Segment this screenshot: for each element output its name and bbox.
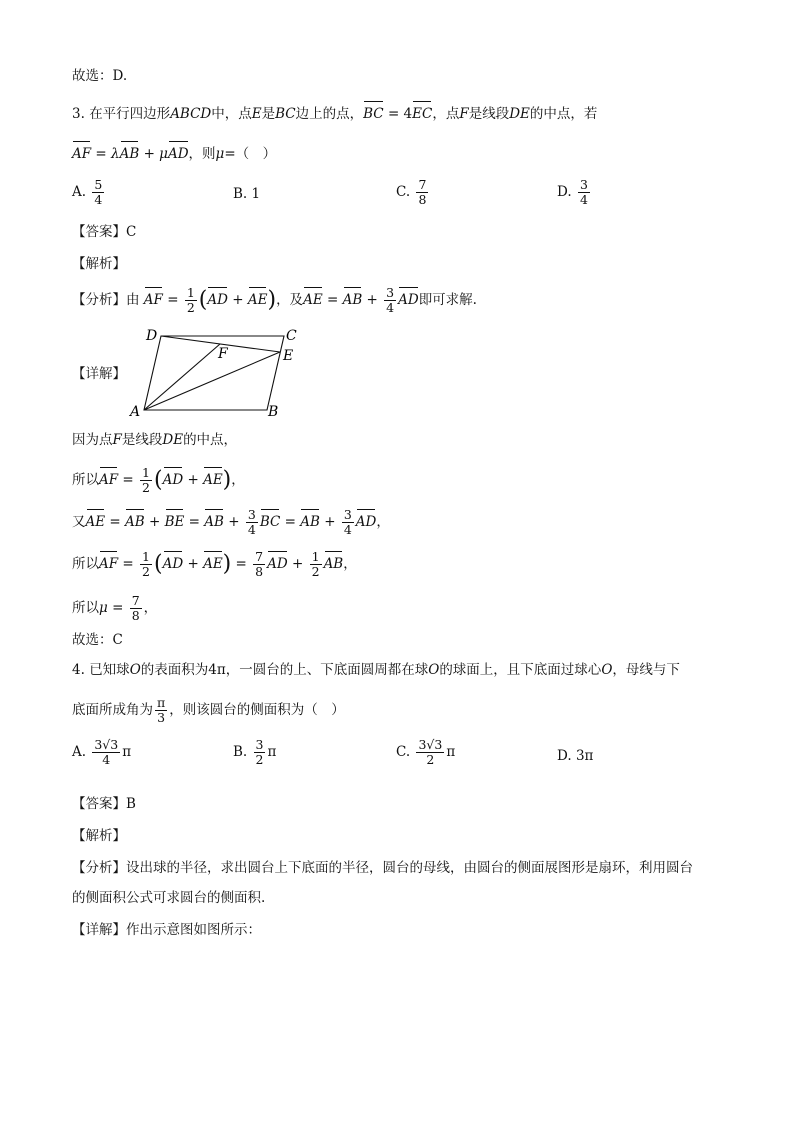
q4-fenxi-line1: 【分析】设出球的半径，求出圆台上下底面的半径，圆台的母线，由圆台的侧面展图形是扇环，利用圆台 (72, 860, 693, 876)
vector-ad: AD (167, 146, 189, 162)
vector-ec: EC (412, 106, 433, 122)
label-e: E (283, 348, 294, 364)
q4-stem-line1: 4. 已知球O的表面积为4π，一圆台的上、下底面圆周都在球O的球面上，且下底面过球心O，母线与下 (72, 662, 680, 678)
segment-ae (144, 352, 280, 410)
q3-option-c[interactable]: C. $\frac{7}{8}$ (396, 177, 427, 207)
q4-stem-line2: 底面所成角为 $\frac{\pi}{3}$ ，则该圆台的侧面积为（ ） (72, 695, 345, 725)
q3-step5: 所以μ = $\frac{7}{8}$ ， (72, 593, 158, 623)
q4-option-a[interactable]: A. $\frac{3√3}{4}$ π (72, 737, 132, 767)
q4-option-c[interactable]: C. $\frac{3√3}{2}$ π (396, 737, 456, 767)
vector-af: AF (72, 146, 92, 162)
q3-step3: 又AE = AB + BE = AB + $\frac{3}{4}$ BC = AB + $\frac{3}{4}$ AD， (72, 507, 390, 537)
q3-option-b[interactable]: B. 1 (233, 186, 261, 202)
label-a: A (130, 404, 141, 420)
vector-ae: AE (247, 292, 268, 308)
q3-analysis-heading: 【解析】 (72, 256, 126, 272)
q4-fenxi-line2: 的侧面积公式可求圆台的侧面积. (72, 890, 266, 906)
q4-detail: 【详解】作出示意图如图所示： (72, 922, 261, 938)
q2-conclusion: 故选：D. (72, 68, 128, 84)
q3-number: 3. (72, 106, 85, 122)
label-f: F (218, 346, 228, 362)
q3-option-d-fraction: $\frac{3}{4}$ (579, 177, 588, 207)
q3-option-c-fraction: $\frac{7}{8}$ (418, 177, 427, 207)
q4-number: 4. (72, 662, 85, 678)
parallelogram-figure (126, 324, 316, 420)
q3-option-a-fraction: $\frac{5}{4}$ (94, 177, 103, 207)
q3-stem-line2: AF = λAB + μAD，则μ=（ ） (72, 146, 277, 162)
q3-conclusion: 故选：C (72, 632, 123, 648)
q3-answer: 【答案】C (72, 224, 137, 240)
q3-step4: 所以AF = $\frac{1}{2}$ (AD + AE) = $\frac{7}{8}$ AD + $\frac{1}{2}$ AB， (72, 549, 357, 579)
q3-option-d[interactable]: D. $\frac{3}{4}$ (557, 177, 588, 207)
label-c: C (286, 328, 297, 344)
q3-fenxi: 【分析】由 AF = $\frac{1}{2}$ (AD + AE)，及AE = AB + $\frac{3}{4}$ AD即可求解. (72, 285, 477, 315)
q4-answer: 【答案】B (72, 796, 136, 812)
q3-step1: 因为点F是线段DE的中点， (72, 432, 238, 448)
vector-ab: AB (119, 146, 140, 162)
vector-bc: BC (363, 106, 384, 122)
q3-option-a[interactable]: A. $\frac{5}{4}$ (72, 177, 103, 207)
parallelogram-abcd (144, 336, 284, 410)
segment-af (144, 344, 220, 410)
q4-option-b[interactable]: B. $\frac{3}{2}$ π (233, 737, 277, 767)
q3-detail-heading: 【详解】 (72, 366, 126, 382)
label-b: B (268, 404, 279, 420)
q3-stem-line1: 3. 在平行四边形ABCD中，点E是BC边上的点，BC = 4EC，点F是线段DE的中点，若 (72, 106, 598, 122)
q4-option-d[interactable]: D. 3π (557, 748, 594, 764)
q4-analysis-heading: 【解析】 (72, 828, 126, 844)
label-d: D (146, 328, 158, 344)
q3-step2: 所以AF = $\frac{1}{2}$ (AD + AE)， (72, 465, 245, 495)
